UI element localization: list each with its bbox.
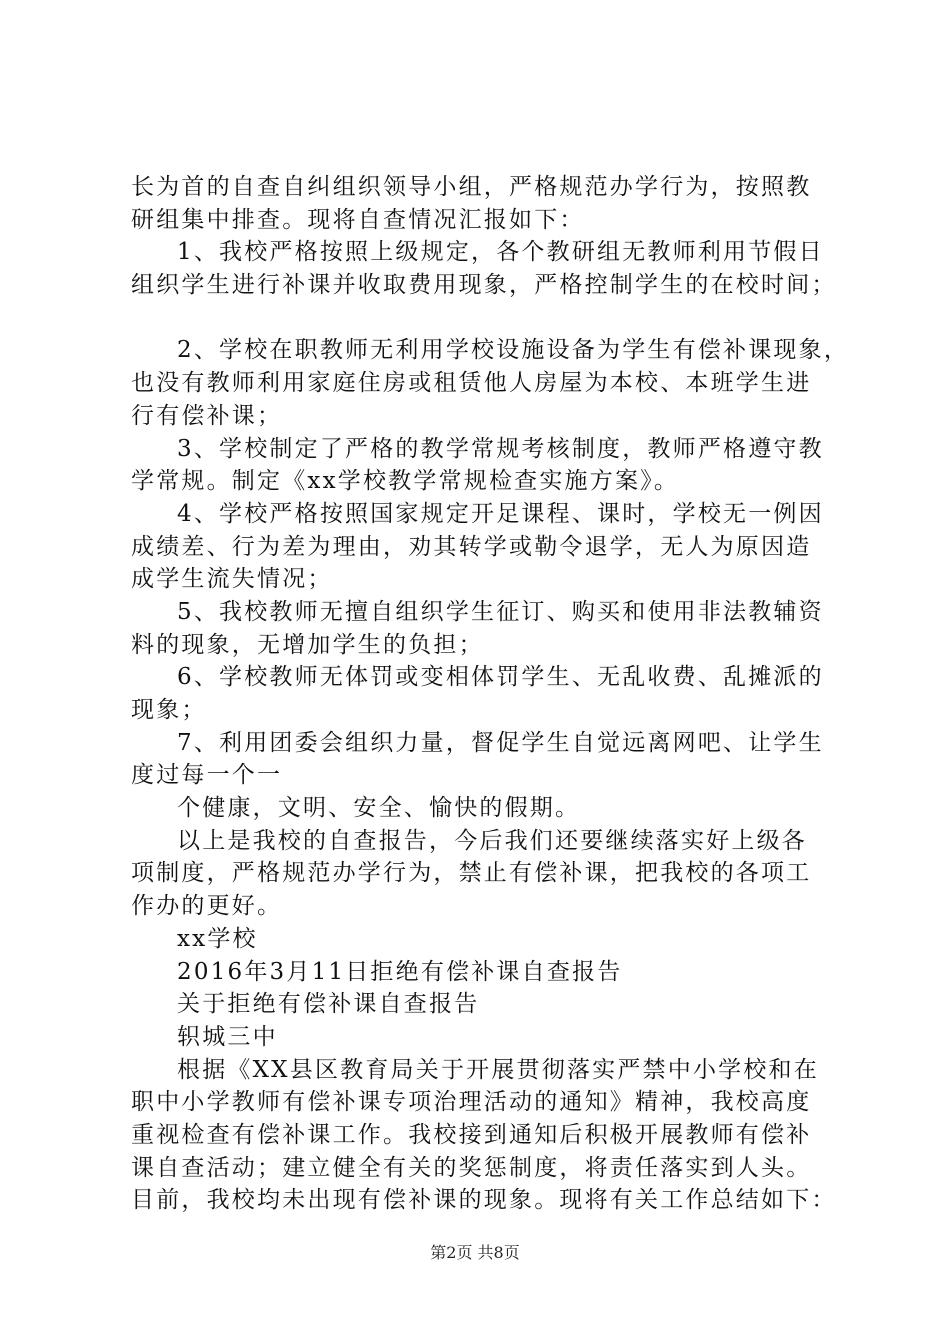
text-line: 成绩差、行为差为理由，劝其转学或勒令退学，无人为原因造 [131,533,812,560]
text-line: 轵城三中 [177,1023,278,1050]
text-line: 以上是我校的自查报告，今后我们还要继续落实好上级各 [177,827,807,854]
text-line: 关于拒绝有偿补课自查报告 [177,991,480,1018]
page-number-footer: 第2页 共8页 [430,1243,520,1262]
text-line: 学常规。制定《xx学校教学常规检查实施方案》。 [131,468,680,495]
text-line: 组织学生进行补课并收取费用现象，严格控制学生的在校时间； [131,272,837,299]
text-line: 3、学校制定了严格的教学常规考核制度，教师严格遵守教 [177,435,824,462]
text-line: 根据《XX县区教育局关于开展贯彻落实严禁中小学校和在 [177,1056,819,1083]
text-line: 5、我校教师无擅自组织学生征订、购买和使用非法教辅资 [177,598,824,625]
text-line: 料的现象，无增加学生的负担； [131,631,484,658]
text-line: 长为首的自查自纠组织领导小组，严格规范办学行为，按照教 [131,174,812,200]
text-line: 2、学校在职教师无利用学校设施设备为学生有偿补课现象， [177,337,850,364]
text-line: 重视检查有偿补课工作。我校接到通知后积极开展教师有偿补 [131,1121,812,1148]
text-line: 作办的更好。 [131,893,283,920]
text-line: 4、学校严格按照国家规定开足课程、课时，学校无一例因 [177,500,824,527]
document-body [131,171,851,1217]
text-line: 度过每一个一 [131,762,283,789]
text-line: 6、学校教师无体罚或变相体罚学生、无乱收费、乱摊派的 [177,664,824,691]
text-line: 职中小学教师有偿补课专项治理活动的通知》精神，我校高度 [131,1089,812,1116]
text-line: 研组集中排查。现将自查情况汇报如下： [131,206,585,233]
text-line: 项制度，严格规范办学行为，禁止有偿补课，把我校的各项工 [131,860,812,887]
text-line: 目前，我校均未出现有偿补课的现象。现将有关工作总结如下： [131,1187,837,1214]
paragraph-gap [131,302,851,335]
text-line: 个健康，文明、安全、愉快的假期。 [177,795,581,822]
text-line: 现象； [131,697,207,723]
text-line: 成学生流失情况； [131,566,333,593]
text-line: 行有偿补课； [131,402,283,429]
text-line: xx学校 [177,925,258,952]
text-line: 课自查活动；建立健全有关的奖惩制度，将责任落实到人头。 [131,1154,812,1181]
text-line: 也没有教师利用家庭住房或租赁他人房屋为本校、本班学生进 [131,370,812,397]
text-line: 7、利用团委会组织力量，督促学生自觉远离网吧、让学生 [177,729,824,756]
text-line: 2016年3月11日拒绝有偿补课自查报告 [177,958,623,985]
text-line: 1、我校严格按照上级规定，各个教研组无教师利用节假日 [177,239,824,266]
